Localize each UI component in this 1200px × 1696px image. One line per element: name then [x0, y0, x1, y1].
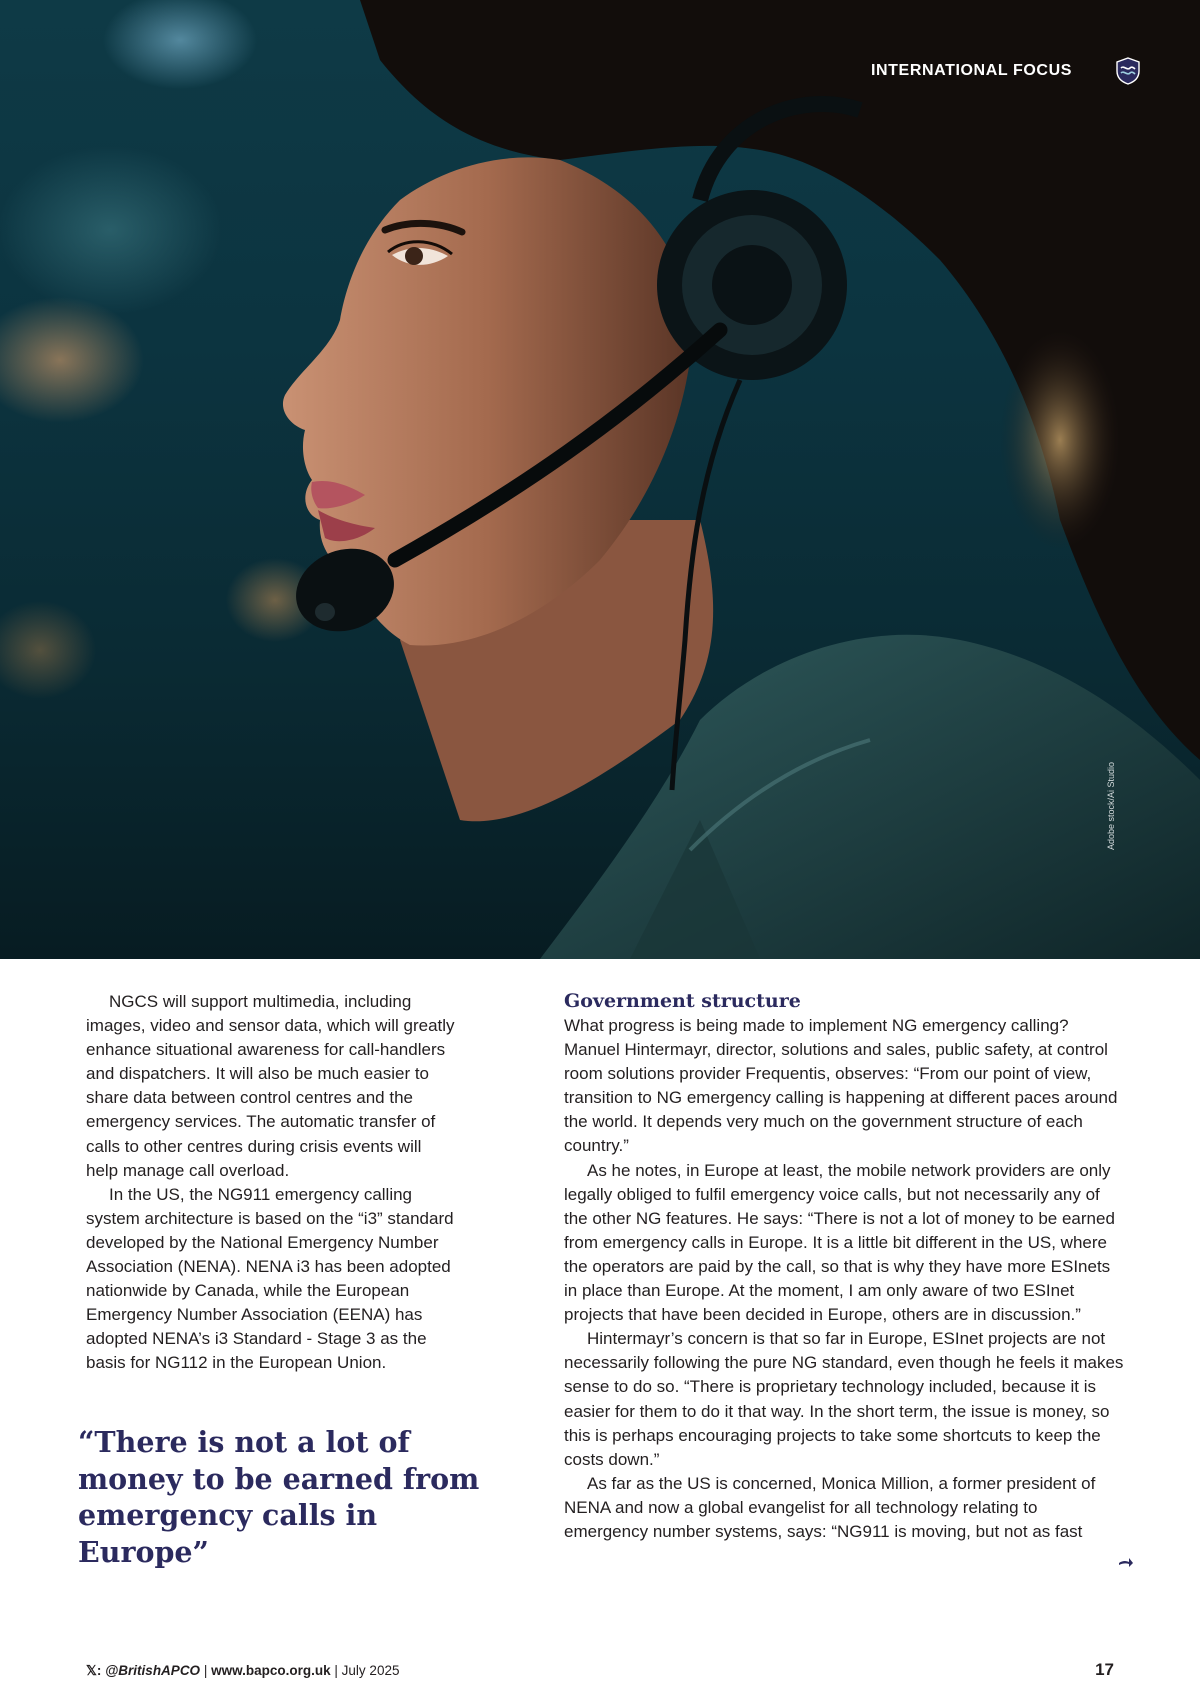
photo-credit: Adobe stock/Ai Studio — [1106, 761, 1116, 850]
right-paragraph-3: Hintermayr’s concern is that so far in Europe, ESInet projects are not necessarily following the pure NG standard, even though he feels it makes sense to do so. “There is proprietary technology included, because it is easier for them to do it that way. In the short term, the issue is money, so this is perhaps encouraging projects to take some shortcuts to keep the costs down.” — [564, 1329, 1124, 1469]
left-paragraph-2: In the US, the NG911 emergency calling system architecture is based on the “i3” standard developed by the National Emergency Number Association (NENA). NENA i3 has been adopted nationwide by Canada, while the European Emergency Number Association (EENA) has adopted NENA’s i3 Standard - Stage 3 as the basis for NG112 in the European Union. — [86, 1184, 454, 1373]
footer-separator: | — [334, 1663, 338, 1678]
x-logo-icon: 𝕏: — [86, 1663, 102, 1678]
right-paragraph-1: What progress is being made to implement NG emergency calling? Manuel Hintermayr, director, solutions and sales, public safety, at control room solutions provider Frequentis, observes: “From our point of view, transition to NG emergency calling is happening at different paces around the world. It depends very much on the government structure of each country.” — [564, 1016, 1118, 1156]
right-paragraph-2: As he notes, in Europe at least, the mobile network providers are only legally obliged to fulfil emergency voice calls, but not necessarily any of the other NG features. He says: “There is not a lot of money to be earned from emergency calls in Europe. It is a little bit different in the US, where the operators are paid by the call, so that is why they have more ESInets in place than Europe. At the moment, I am only aware of two ESInet projects that have been decided in Europe, others are in discussion.” — [564, 1160, 1115, 1325]
section-label: INTERNATIONAL FOCUS — [870, 62, 1072, 79]
page-number: 17 — [1095, 1660, 1114, 1679]
footer-separator: | — [203, 1663, 208, 1678]
left-column — [86, 990, 458, 1376]
left-paragraph-1: NGCS will support multimedia, including images, video and sensor data, which will greatly enhance situational awareness for call-handlers and dispatchers. It will also be much easier to share data between control centres and the emergency services. The automatic transfer of calls to other centres during crisis events will help manage call overload. — [86, 992, 455, 1180]
pull-quote: “There is not a lot of money to be earned from emergency calls in Europe” — [78, 1425, 480, 1569]
right-paragraph-4: As far as the US is concerned, Monica Million, a former president of NENA and now a global evangelist for all technology relating to emergency number systems, says: “NG911 is moving, but not as fast — [564, 1473, 1096, 1541]
footer-handle[interactable]: @BritishAPCO — [105, 1663, 201, 1678]
footer-date: July 2025 — [341, 1663, 400, 1678]
footer — [86, 1663, 399, 1679]
footer-website[interactable]: www.bapco.org.uk — [211, 1663, 331, 1678]
right-column — [564, 989, 1124, 1544]
continue-arrow-icon — [1118, 1552, 1134, 1573]
subheading: Government structure — [564, 990, 801, 1012]
